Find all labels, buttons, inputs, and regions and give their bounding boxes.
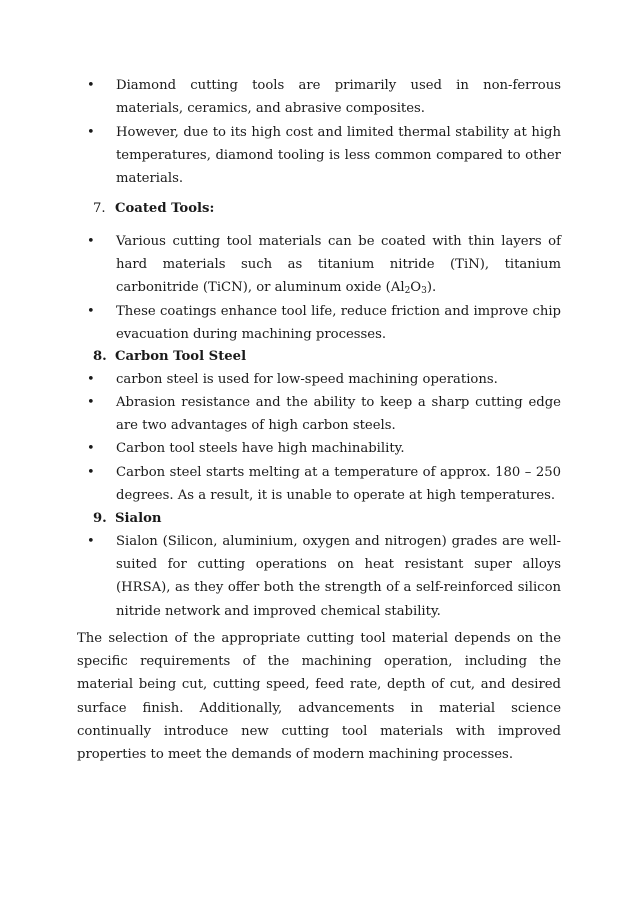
bullet-coating-benefits: These coatings enhance tool life, reduce friction and improve chip evacuation during machining processes. <box>116 304 561 343</box>
bullet-sialon-description: Sialon (Silicon, aluminium, oxygen and nitrogen) grades are well-suited for cutting operations on heat resistant super alloys (HRSA), as they offer both the strength of a self-reinforced silicon nitride network and improved chemical stability. <box>116 534 561 619</box>
heading-carbon-tool-steel <box>93 345 246 368</box>
bullet-carbon-advantages: Abrasion resistance and the ability to keep a sharp cutting edge are two advantages of high carbon steels. <box>116 395 561 434</box>
bullet-marker: • <box>87 234 95 249</box>
bullet-diamond-uses: Diamond cutting tools are primarily used in non-ferrous materials, ceramics, and abrasive composites. <box>116 78 561 117</box>
heading-sialon <box>93 507 161 530</box>
bullet-marker: • <box>87 534 95 549</box>
bullet-marker: • <box>87 441 95 456</box>
heading-number: 8. <box>93 349 107 364</box>
heading-number: 9. <box>93 511 107 526</box>
bullet-coating-materials: Various cutting tool materials can be coated with thin layers of hard materials such as titanium nitride (TiN), titanium carbonitride (TiCN), or aluminum oxide $(Al_2O_3)$. <box>116 234 561 297</box>
bullet-marker: • <box>87 465 95 480</box>
bullet-carbon-low-speed: carbon steel is used for low-speed machining operations. <box>116 372 498 387</box>
bullet-marker: • <box>87 372 95 387</box>
bullet-marker: • <box>87 304 95 319</box>
bullet-marker: • <box>87 125 95 140</box>
heading-label: Carbon Tool Steel <box>115 349 247 364</box>
conclusion-paragraph: The selection of the appropriate cutting tool material depends on the specific requirements of the machining operation, including the material being cut, cutting speed, feed rate, depth of cut, and desired surface finish. Additionally, advancements in material science continually introduce new cutting tool materials with improved properties to meet the demands of modern machining processes. <box>77 631 561 763</box>
heading-label: Coated Tools: <box>115 201 215 216</box>
bullet-carbon-melting: Carbon steel starts melting at a temperature of approx. 180 – 250 degrees. As a result, it is unable to operate at high temperatures. <box>116 465 561 504</box>
bullet-diamond-limitations: However, due to its high cost and limited thermal stability at high temperatures, diamond tooling is less common compared to other materials. <box>116 125 561 187</box>
bullet-marker: • <box>87 78 95 93</box>
bullet-carbon-machinability: Carbon tool steels have high machinability. <box>116 441 405 456</box>
heading-number: 7. <box>93 201 106 216</box>
heading-coated-tools <box>93 197 214 220</box>
bullet-marker: • <box>87 395 95 410</box>
heading-label: Sialon <box>115 511 162 526</box>
